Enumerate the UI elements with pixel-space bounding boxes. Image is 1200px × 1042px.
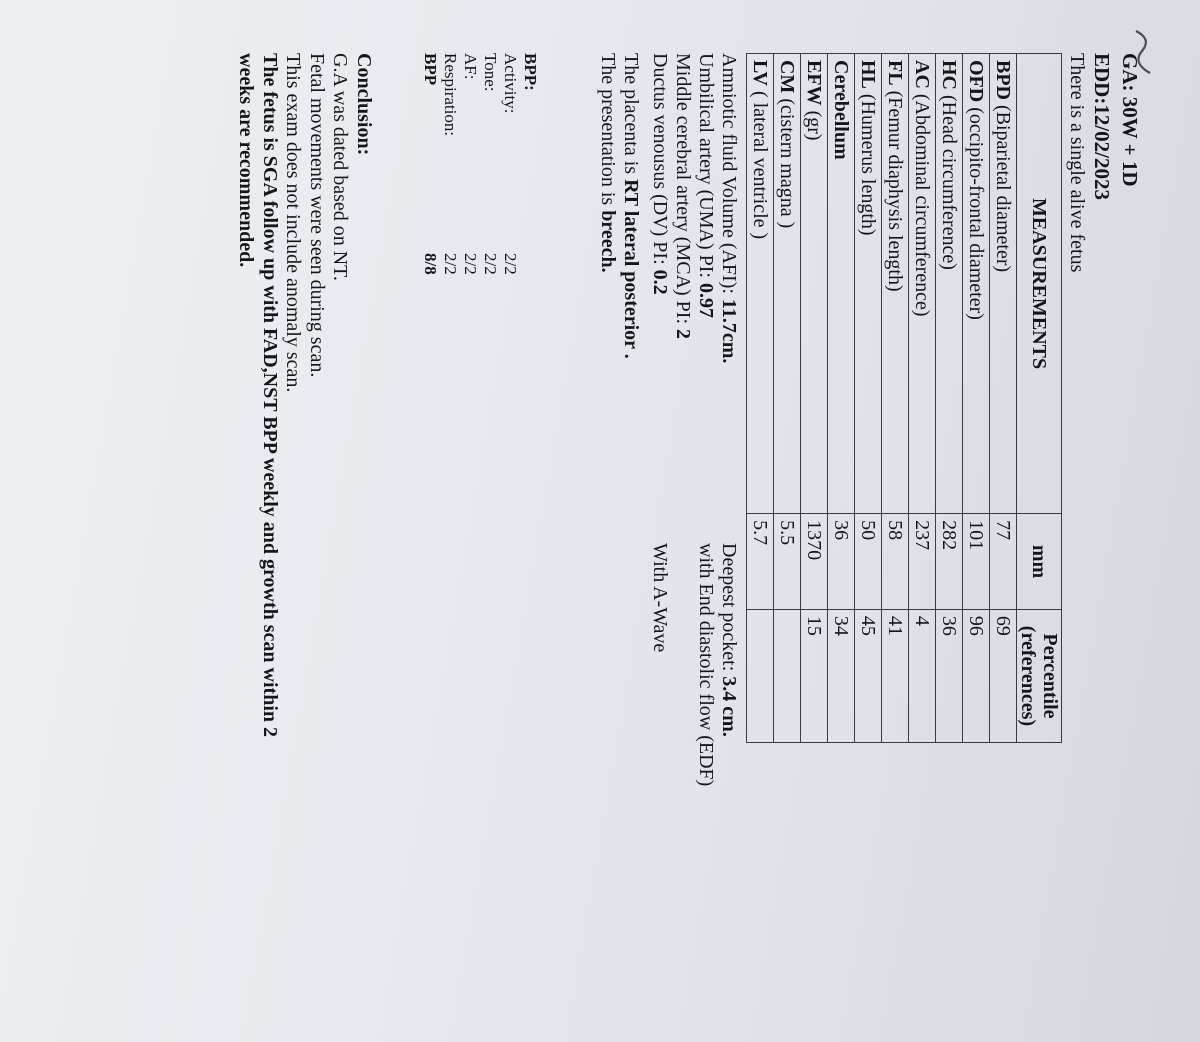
bpp-section [420,53,540,293]
table-row [990,54,1017,743]
measurement-name [774,54,801,514]
doppler-section [648,53,740,953]
measurement-abbr: HL [857,60,879,89]
header-measurements: MEASUREMENTS [1017,54,1062,514]
afi-value: 11.7cm. [718,298,740,364]
bpp-title: BPP: [521,53,540,91]
measurement-desc: (Femur diaphysis length) [884,85,906,292]
measurement-abbr: BPD [992,60,1014,100]
conclusion-recommendation-cont: weeks are recommended. [235,53,258,268]
measurement-desc: (Head circumference) [938,90,960,270]
presentation-prefix: The presentation is [597,53,619,211]
conclusion-section [234,53,375,1013]
bpp-row [460,53,480,293]
dv-label: Ductus venousus (DV) PI: [649,53,671,270]
table-row [801,54,828,743]
header-percentile-line1: Percentile [1039,633,1061,719]
measurement-abbr: CM [776,60,798,94]
measurement-percentile: 96 [963,609,990,742]
bpp-total-value: 8/8 [421,253,440,275]
measurement-percentile: 41 [882,609,909,742]
edd-date: EDD:12/02/2023 [1090,53,1114,200]
table-header-row [1017,54,1062,743]
measurement-abbr: EFW [803,60,825,106]
table-row [747,54,774,743]
header-percentile [1017,609,1062,742]
conclusion-line: This exam does not include anomaly scan. [282,53,305,393]
conclusion-line: G.A was dated based on NT. [329,53,352,281]
bpp-value: 2/2 [481,253,500,275]
dv-note: With A-Wave [649,543,671,653]
conclusion-line: Fetal movements were seen during scan. [306,53,328,378]
pocket-value: 3.4 cm. [718,676,740,737]
header-mm: mm [1017,514,1062,610]
dv-line [648,53,671,953]
report-page [50,21,1150,1021]
measurement-mm: 5.5 [774,514,801,610]
measurement-percentile: 4 [909,609,936,742]
pocket-label: Deepest pocket: [718,543,740,677]
measurement-name [936,54,963,514]
table-row [882,54,909,743]
table-row [828,54,855,743]
measurement-percentile: 36 [936,609,963,742]
bpp-total-row [420,53,440,293]
measurement-mm: 101 [963,514,990,610]
table-row [909,54,936,743]
measurement-desc: ( lateral ventricle ) [749,85,771,240]
measurement-desc: (occipito-frontal diameter) [965,102,987,320]
measurement-name [801,54,828,514]
measurement-percentile [747,609,774,742]
placenta-line [619,53,642,359]
measurement-mm: 237 [909,514,936,610]
mca-label: Middle cerebral artery (MCA) PI: [672,53,694,330]
dv-value: 0.2 [649,269,671,295]
measurement-percentile: 15 [801,609,828,742]
bpp-label: Respiration: [441,53,460,137]
table-row [855,54,882,743]
bpp-row [440,53,460,293]
bpp-label: Activity: [501,53,520,114]
measurement-name [882,54,909,514]
measurement-percentile: 34 [828,609,855,742]
bpp-label: AF: [461,53,480,80]
measurement-mm: 282 [936,514,963,610]
header-percentile-line2: (references) [1017,625,1039,727]
placenta-value: RT lateral posterior . [620,179,642,359]
measurement-mm: 5.7 [747,514,774,610]
measurement-mm: 36 [828,514,855,610]
conclusion-title: Conclusion: [353,53,375,156]
measurement-percentile: 45 [855,609,882,742]
measurement-mm: 1370 [801,514,828,610]
bpp-value: 2/2 [461,253,480,275]
fetus-statement: There is a single alive fetus [1066,53,1088,273]
bpp-row [500,53,520,293]
uma-label: Umbilical artery (UMA) PI: [695,53,717,283]
measurement-name [963,54,990,514]
presentation-value: breech. [597,210,619,273]
mca-line [671,53,694,953]
mca-value: 2 [672,329,694,340]
measurement-name [990,54,1017,514]
measurement-desc: (Abdominal circumference) [911,88,933,317]
measurement-abbr: FL [884,60,906,86]
measurement-percentile [774,609,801,742]
bpp-value: 2/2 [441,253,460,275]
measurement-mm: 77 [990,514,1017,610]
measurement-abbr: LV [749,60,771,86]
measurement-abbr: OFD [965,60,987,103]
uma-line [694,53,717,953]
bpp-value: 2/2 [501,253,520,275]
bpp-total-label: BPP [421,53,440,86]
measurement-percentile: 69 [990,609,1017,742]
measurement-abbr: AC [911,60,933,89]
measurement-abbr: Cerebellum [830,60,852,160]
measurement-desc: (gr) [803,105,825,141]
bpp-label: Tone: [481,53,500,92]
uma-value: 0.97 [695,282,717,318]
table-row [936,54,963,743]
afi-line [717,53,740,953]
presentation-line [596,53,619,359]
measurement-desc: (Biparietal diameter) [992,100,1014,273]
table-row [774,54,801,743]
measurement-name [747,54,774,514]
pocket-group [717,543,740,737]
measurement-mm: 50 [855,514,882,610]
measurements-table [746,53,1062,743]
bpp-row [480,53,500,293]
measurement-abbr: HC [938,60,960,90]
measurement-name [909,54,936,514]
measurement-desc: (cistern magna ) [776,93,798,229]
measurement-name [828,54,855,514]
measurement-desc: (Humerus length) [857,88,879,236]
table-row [963,54,990,743]
uma-note: with End diastolic flow (EDF) [695,543,717,787]
measurement-mm: 58 [882,514,909,610]
placenta-prefix: The placenta is [620,53,642,180]
afi-label: Amniotic fluid Volume (AFI): [718,53,740,299]
gestational-age: GA: 30W + 1D [1118,53,1142,187]
placenta-section [596,53,642,359]
conclusion-recommendation: The fetus is SGA follow up with FAD,NST BPP weekly and growth scan within 2 [259,53,281,737]
measurement-name [855,54,882,514]
